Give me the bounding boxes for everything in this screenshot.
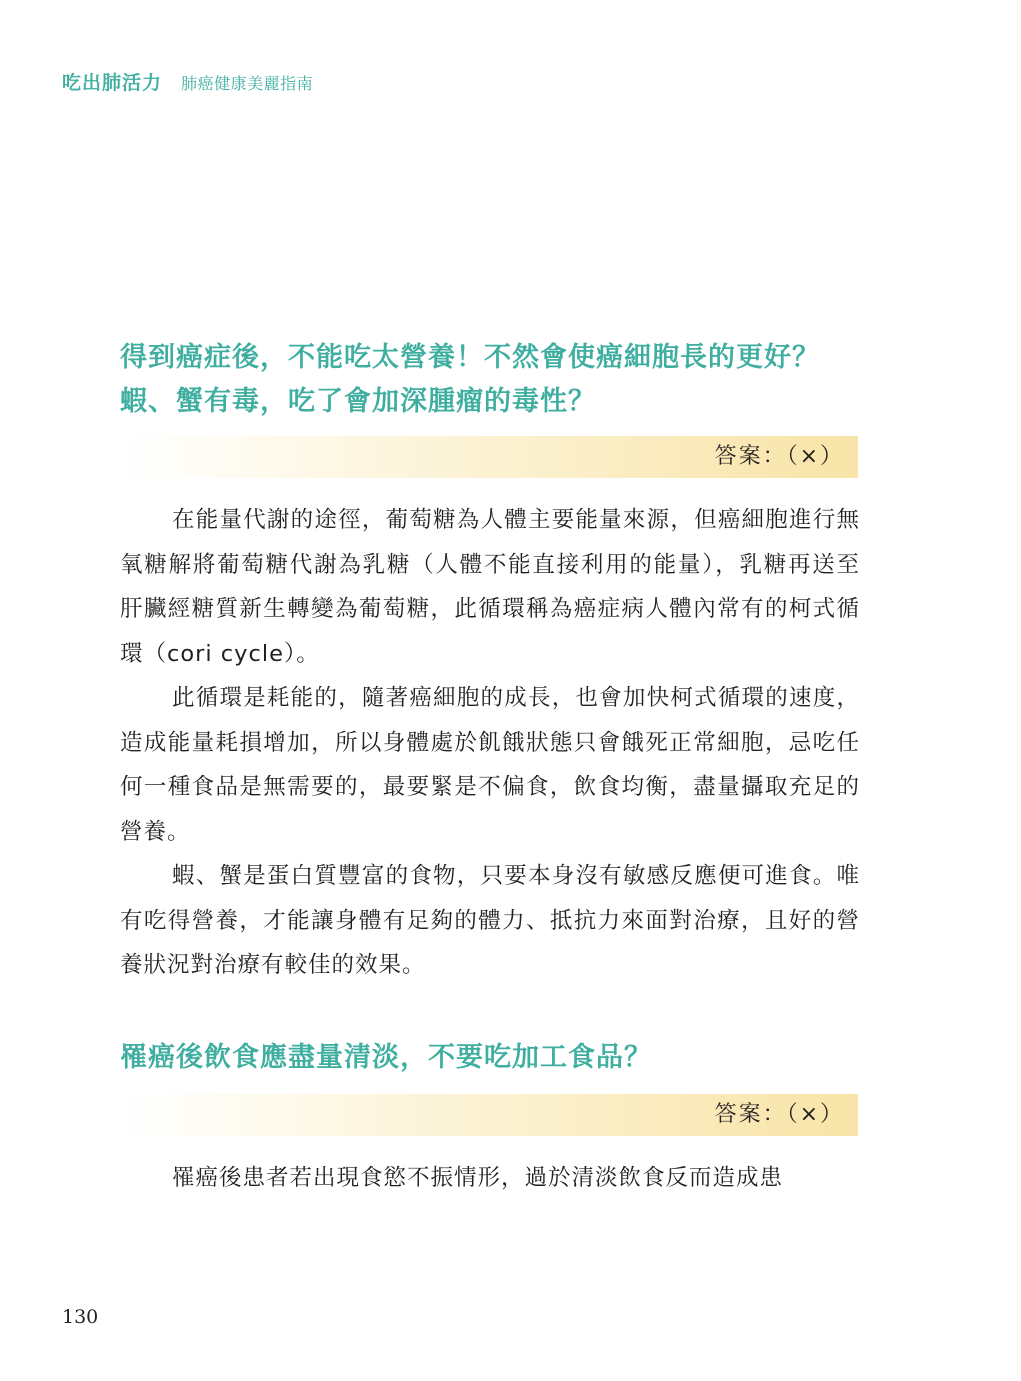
page-number: 130 [62, 1306, 99, 1328]
paragraph: 罹癌後患者若出現食慾不振情形，過於清淡飲食反而造成患 [172, 1165, 784, 1191]
question-heading-line: 罹癌後飲食應盡量清淡，不要吃加工食品？ [120, 1042, 652, 1073]
answer-label: 答案：（×） [714, 1102, 844, 1127]
question-heading-2 [120, 1036, 880, 1080]
question-heading-1 [120, 336, 880, 424]
answer-bar-2 [120, 1094, 858, 1136]
book-title: 吃出肺活力 [62, 72, 163, 94]
book-subtitle: 肺癌健康美麗指南 [181, 74, 314, 93]
running-header [62, 68, 313, 95]
paragraph: 在能量代謝的途徑，葡萄糖為人體主要能量來源，但癌細胞進行無氧糖解將葡萄糖代謝為乳糖（人體不能直接利用的能量），乳糖再送至肝臟經糖質新生轉變為葡萄糖，此循環稱為癌症病人體內常有的柯式循環（cori cycle）。 [120, 507, 860, 667]
answer-bar-1 [120, 436, 858, 478]
paragraph: 此循環是耗能的，隨著癌細胞的成長，也會加快柯式循環的速度，造成能量耗損增加，所以身體處於飢餓狀態只會餓死正常細胞，忌吃任何一種食品是無需要的，最要緊是不偏食，飲食均衡，盡量攝取充足的營養。 [120, 685, 860, 845]
paragraph: 蝦、蟹是蛋白質豐富的食物，只要本身沒有敏感反應便可進食。唯有吃得營養，才能讓身體有足夠的體力、抵抗力來面對治療，且好的營養狀況對治療有較佳的效果。 [120, 863, 860, 978]
answer-body-2 [120, 1156, 860, 1201]
answer-body-1 [120, 498, 860, 988]
question-heading-line: 蝦、蟹有毒，吃了會加深腫瘤的毒性？ [120, 386, 596, 417]
question-heading-line: 得到癌症後，不能吃太營養！不然會使癌細胞長的更好？ [120, 342, 820, 373]
answer-label: 答案：（×） [714, 444, 844, 469]
